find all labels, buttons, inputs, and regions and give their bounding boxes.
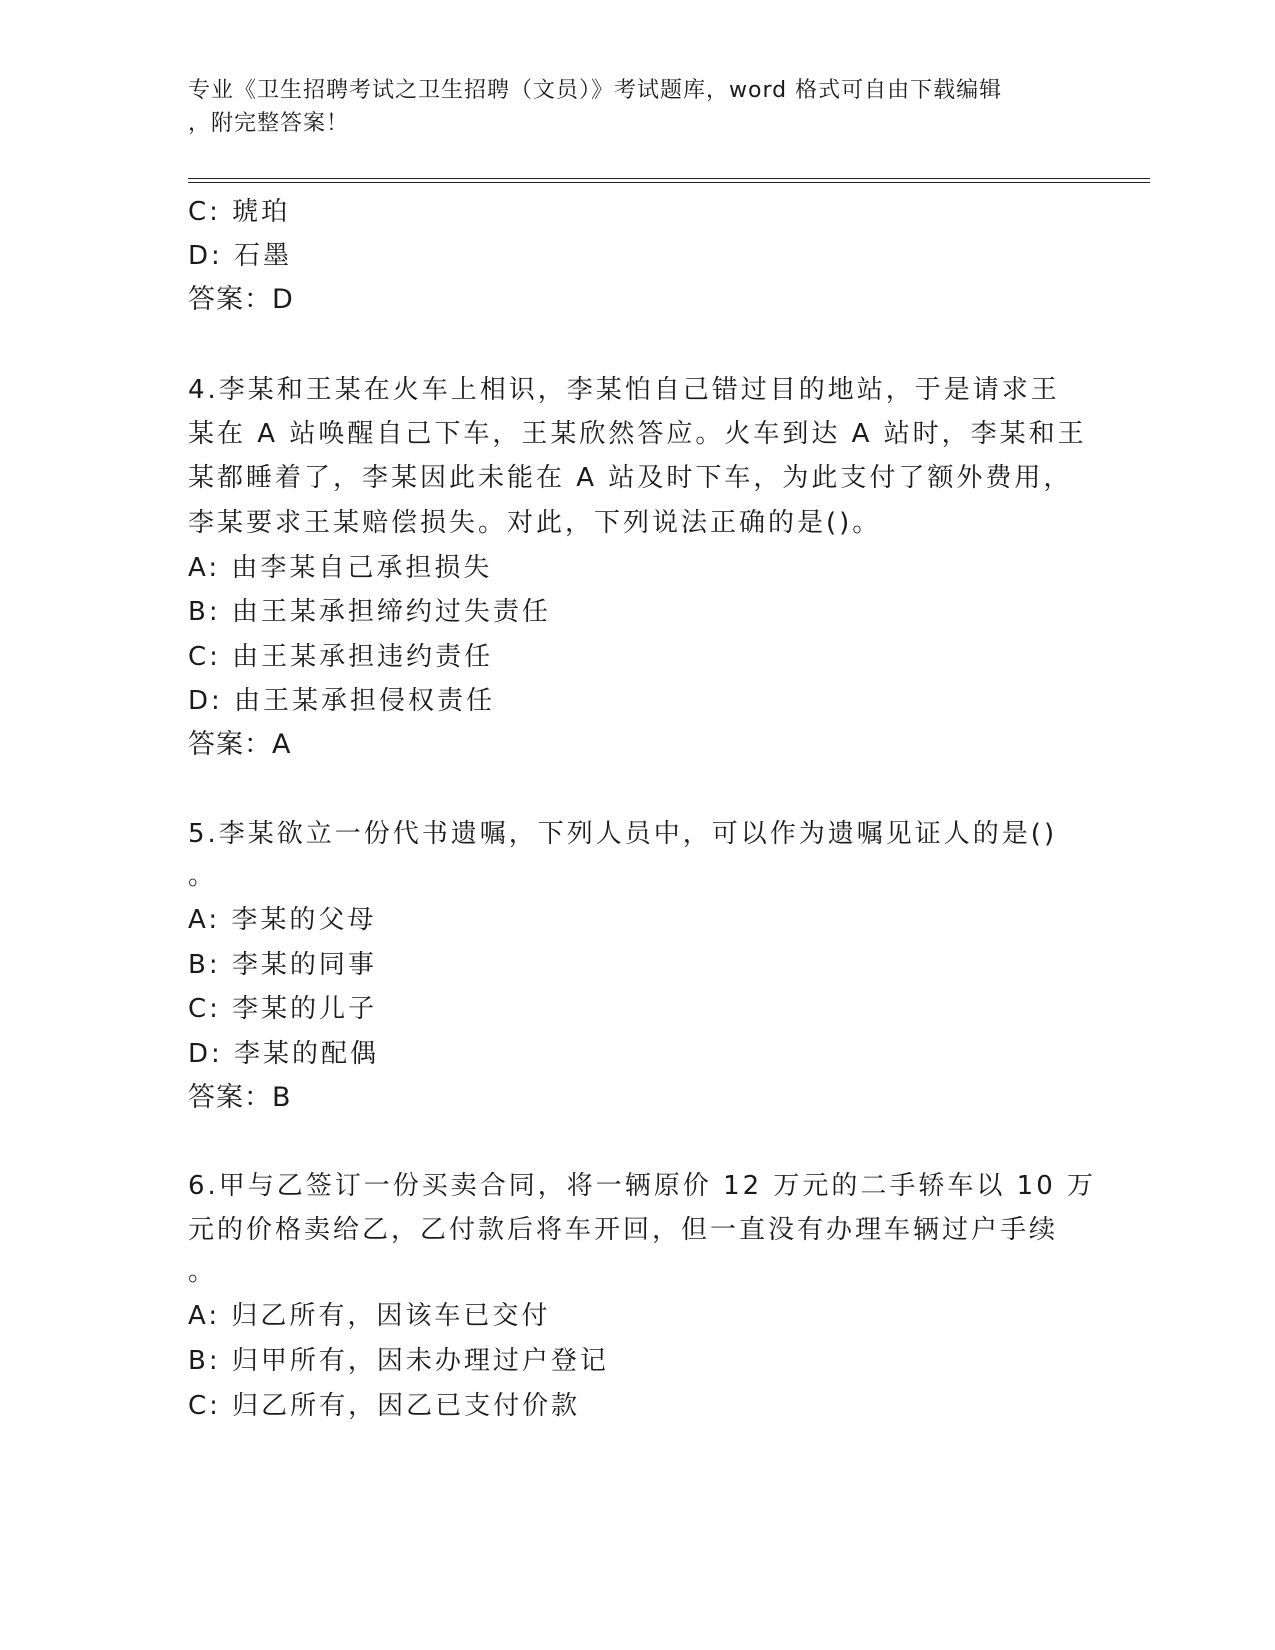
q6-stem-line1: 6.甲与乙签订一份买卖合同，将一辆原价 12 万元的二手轿车以 10 万	[188, 1171, 1097, 1201]
q4-option-c: C: 由王某承担违约责任	[188, 642, 494, 672]
q6-option-a: A: 归乙所有，因该车已交付	[188, 1301, 551, 1331]
q4-stem-line4: 李某要求王某赔偿损失。对此，下列说法正确的是()。	[188, 508, 882, 538]
q6-stem-line2: 元的价格卖给乙，乙付款后将车开回，但一直没有办理车辆过户手续	[188, 1215, 1059, 1245]
q3-option-d: D: 石墨	[188, 241, 293, 271]
q6-option-c: C: 归乙所有，因乙已支付价款	[188, 1391, 581, 1421]
q5-answer: 答案：B	[188, 1082, 292, 1113]
q4-stem-line2: 某在 A 站唤醒自己下车，王某欣然答应。火车到达 A 站时，李某和王	[188, 419, 1087, 449]
q5-stem-line1: 5.李某欲立一份代书遗嘱，下列人员中，可以作为遗嘱见证人的是()	[188, 819, 1058, 849]
q4-answer: 答案：A	[188, 729, 292, 760]
header-title-line2: ，附完整答案！	[188, 111, 350, 136]
q4-option-d: D: 由王某承担侵权责任	[188, 686, 496, 716]
q4-stem-line3: 某都睡着了，李某因此未能在 A 站及时下车，为此支付了额外费用，	[188, 463, 1073, 493]
q5-stem-line2: 。	[188, 861, 218, 891]
q3-option-c: C: 琥珀	[188, 197, 291, 227]
q3-answer: 答案：D	[188, 284, 294, 315]
header-divider	[188, 178, 1150, 183]
q5-option-b: B: 李某的同事	[188, 950, 377, 980]
q4-stem-line1: 4.李某和王某在火车上相识，李某怕自己错过目的地站，于是请求王	[188, 375, 1060, 405]
q4-option-b: B: 由王某承担缔约过失责任	[188, 597, 551, 627]
q6-option-b: B: 归甲所有，因未办理过户登记	[188, 1346, 609, 1376]
header-title-line1: 专业《卫生招聘考试之卫生招聘（文员）》考试题库，word 格式可自由下载编辑	[188, 78, 1003, 103]
q4-option-a: A: 由李某自己承担损失	[188, 553, 493, 583]
q5-option-a: A: 李某的父母	[188, 905, 377, 935]
q5-option-d: D: 李某的配偶	[188, 1039, 380, 1069]
document-header	[188, 74, 1068, 140]
q6-stem-line3: 。	[188, 1257, 218, 1287]
q5-option-c: C: 李某的儿子	[188, 994, 378, 1024]
